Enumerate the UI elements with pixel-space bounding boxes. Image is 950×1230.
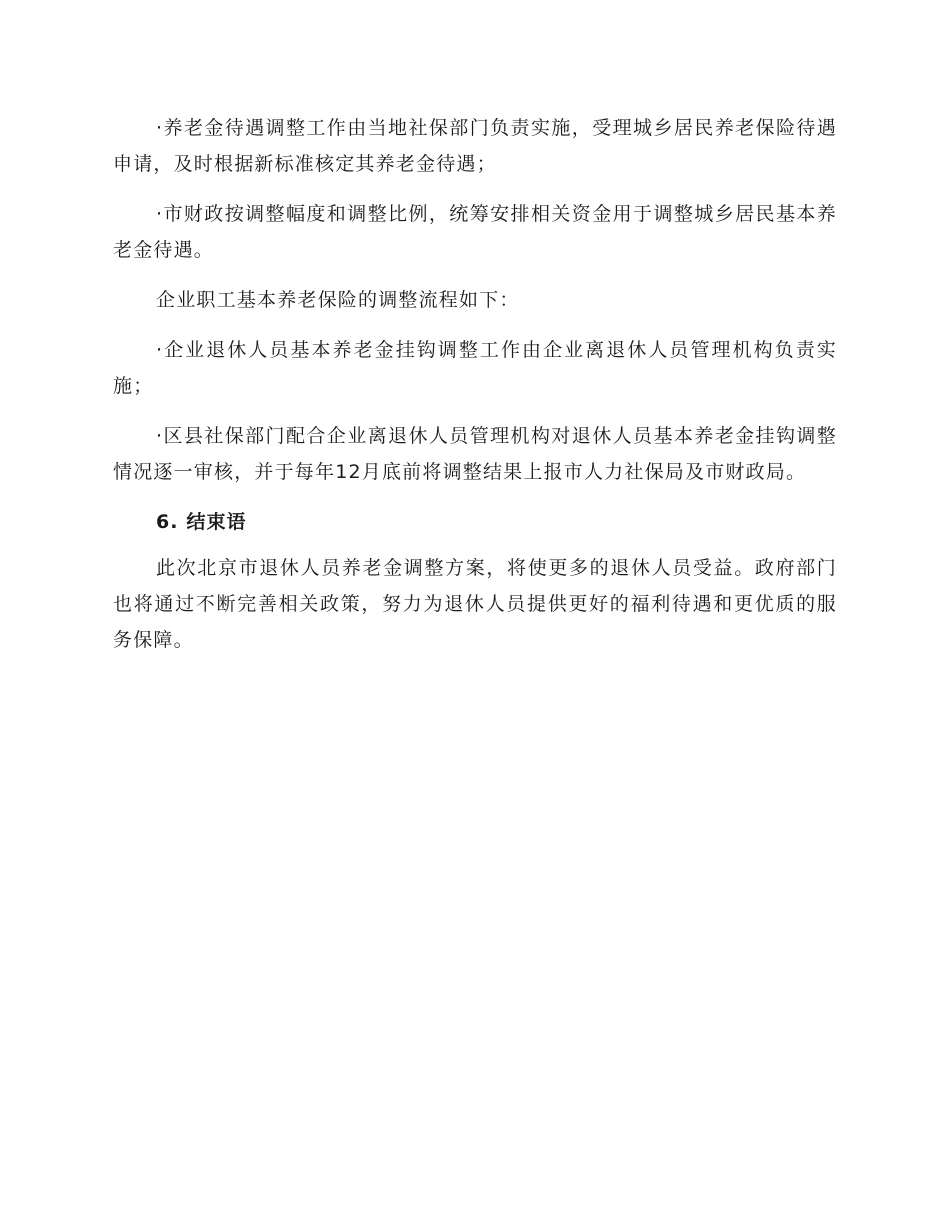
section-title: 结束语 <box>186 511 247 533</box>
section-heading <box>156 504 837 540</box>
bullet-paragraph-district-review: ·区县社保部门配合企业离退休人员管理机构对退休人员基本养老金挂钩调整情况逐一审核，并于每年12月底前将调整结果上报市人力社保局及市财政局。 <box>113 425 837 483</box>
section-number: 6. <box>156 511 179 533</box>
paragraph-conclusion: 此次北京市退休人员养老金调整方案，将使更多的退休人员受益。政府部门也将通过不断完善相关政策，努力为退休人员提供更好的福利待遇和更优质的服务保障。 <box>113 557 837 651</box>
document-body <box>113 110 837 672</box>
bullet-paragraph-service-implementation: ·养老金待遇调整工作由当地社保部门负责实施，受理城乡居民养老保险待遇申请，及时根据新标准核定其养老金待遇； <box>113 117 837 175</box>
bullet-paragraph-enterprise-implementation: ·企业退休人员基本养老金挂钩调整工作由企业离退休人员管理机构负责实施； <box>113 339 837 397</box>
bullet-paragraph-finance-funding: ·市财政按调整幅度和调整比例，统筹安排相关资金用于调整城乡居民基本养老金待遇。 <box>113 203 837 261</box>
paragraph-enterprise-process-intro: 企业职工基本养老保险的调整流程如下： <box>156 289 520 311</box>
